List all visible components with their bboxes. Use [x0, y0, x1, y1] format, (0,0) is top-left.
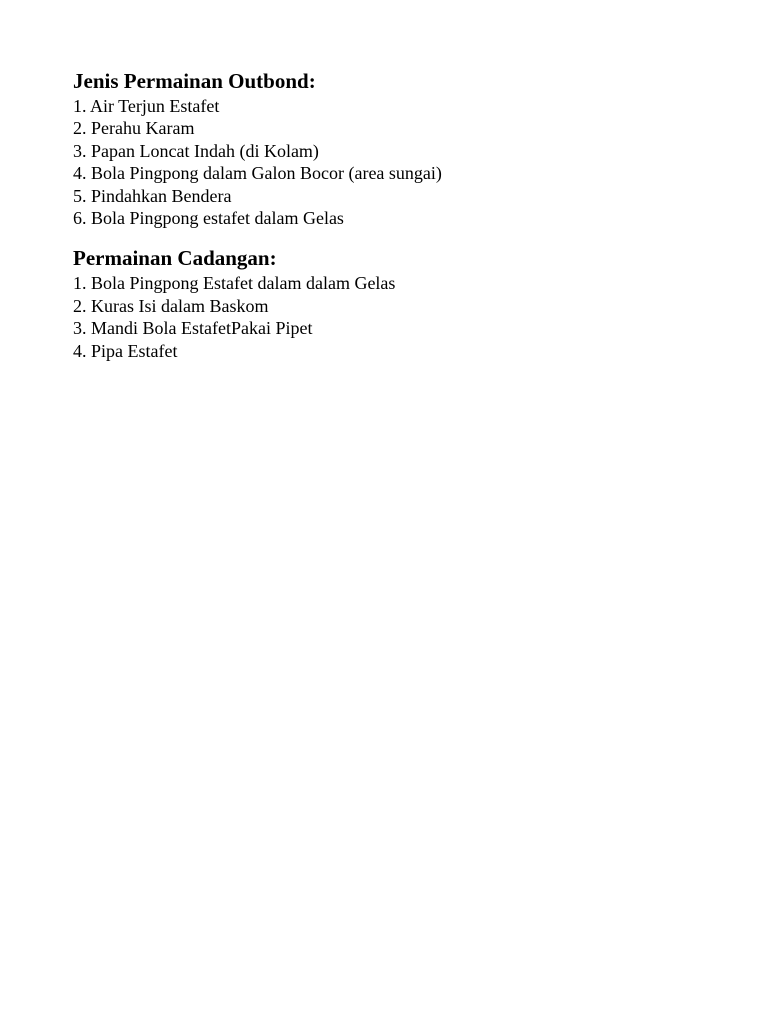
section-heading-backup: Permainan Cadangan: [73, 246, 277, 271]
list-item: 3. Papan Loncat Indah (di Kolam) [73, 140, 319, 161]
section-backup-games [73, 245, 728, 362]
section-outbond-games [73, 68, 728, 229]
list-item: 1. Bola Pingpong Estafet dalam dalam Gelas [73, 273, 396, 294]
document-page [73, 68, 728, 362]
list-item: 3. Mandi Bola EstafetPakai Pipet [73, 318, 313, 339]
list-item: 4. Bola Pingpong dalam Galon Bocor (area sungai) [73, 163, 442, 184]
list-item: 5. Pindahkan Bendera [73, 185, 232, 206]
list-item: 2. Kuras Isi dalam Baskom [73, 295, 269, 316]
list-item: 6. Bola Pingpong estafet dalam Gelas [73, 208, 344, 229]
section-heading-outbond: Jenis Permainan Outbond: [73, 69, 316, 93]
list-item: 4. Pipa Estafet [73, 340, 178, 361]
outbond-games-list [73, 95, 728, 229]
list-item: 2. Perahu Karam [73, 118, 195, 139]
backup-games-list [73, 272, 728, 362]
list-item: 1. Air Terjun Estafet [73, 96, 220, 116]
